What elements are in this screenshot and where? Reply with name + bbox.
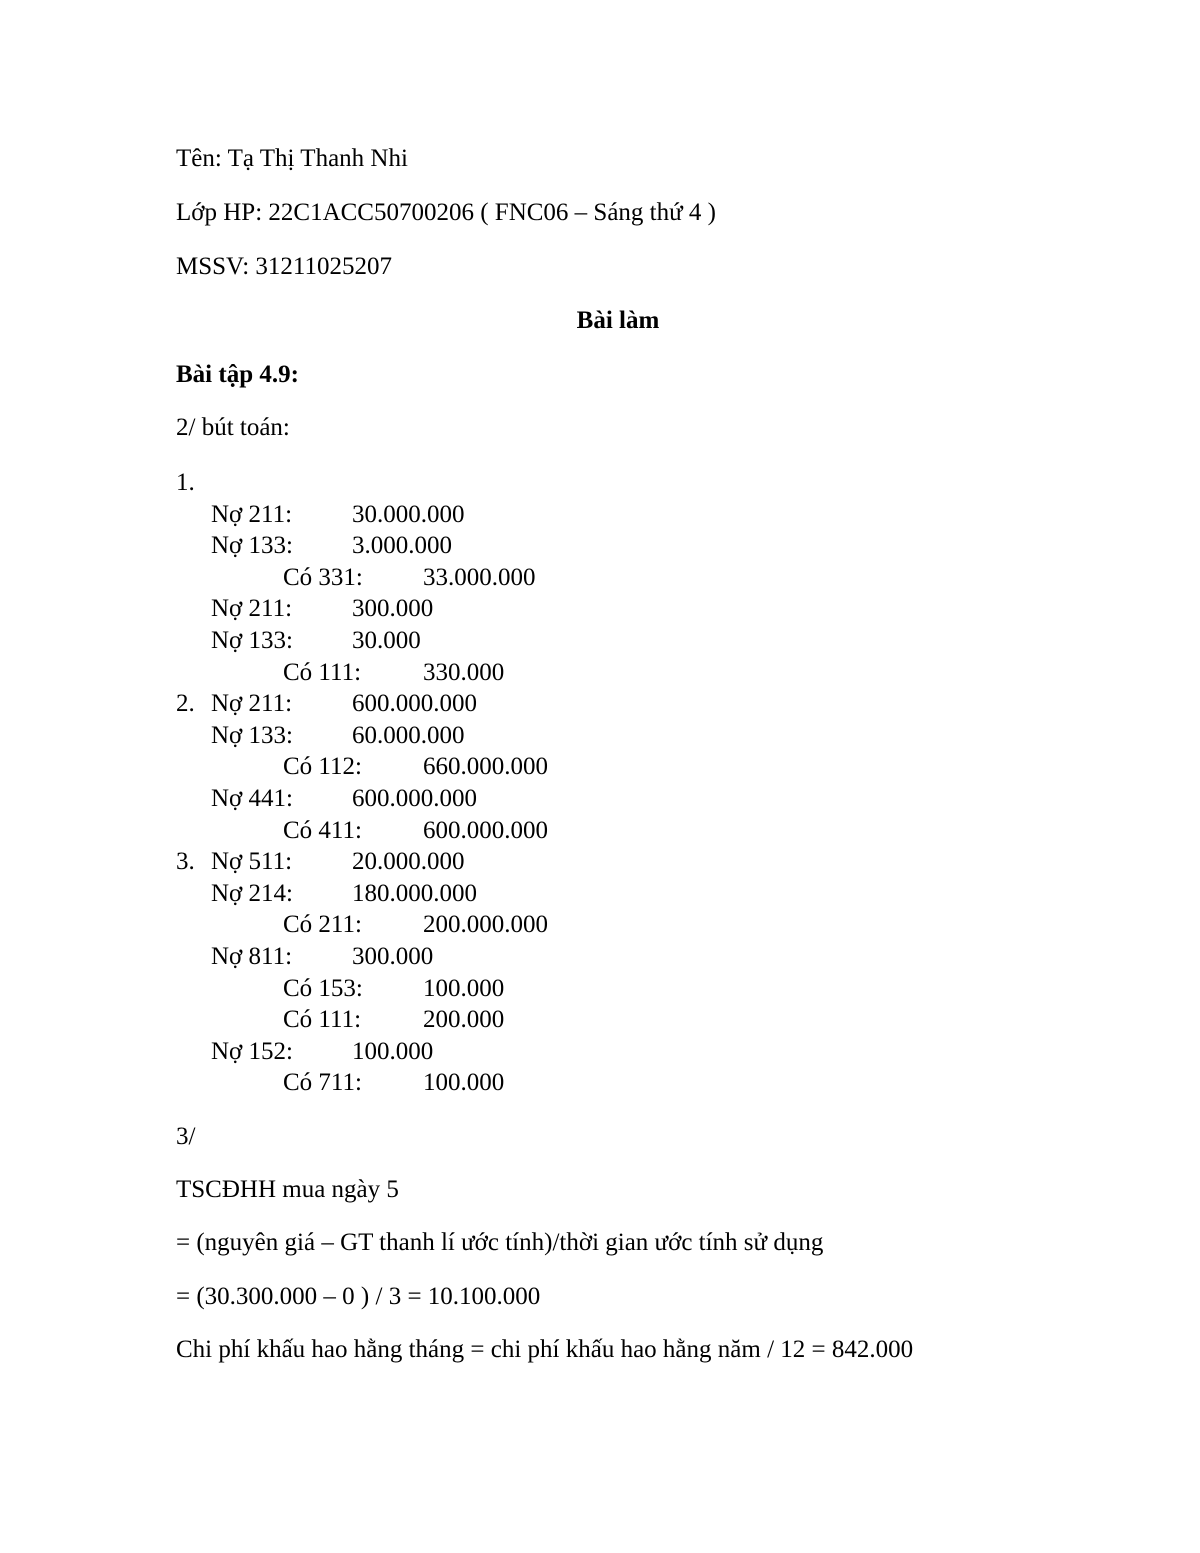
debit-account: Nợ 811: — [211, 943, 293, 970]
journal-entry-row — [0, 470, 1200, 498]
journal-entry-row — [0, 976, 1200, 1004]
debit-account: Nợ 441: — [211, 785, 293, 812]
entry-amount: 60.000.000 — [352, 722, 465, 749]
credit-account: Có 711: — [283, 1069, 362, 1096]
part3-line-2: = (nguyên giá – GT thanh lí ước tính)/thời gian ước tính sử dụng — [176, 1229, 824, 1256]
debit-account: Nợ 211: — [211, 501, 293, 528]
entry-number: 2. — [176, 690, 195, 717]
entry-amount: 100.000 — [423, 1069, 505, 1096]
entry-amount: 3.000.000 — [352, 532, 452, 559]
journal-entry-row — [0, 691, 1200, 719]
entry-amount: 30.000.000 — [352, 501, 465, 528]
class-info: Lớp HP: 22C1ACC50700206 ( FNC06 – Sáng thứ 4 ) — [176, 199, 717, 226]
journal-entry-row — [0, 1070, 1200, 1098]
entry-amount: 30.000 — [352, 627, 421, 654]
entry-amount: 300.000 — [352, 595, 434, 622]
debit-account: Nợ 152: — [211, 1038, 293, 1065]
entry-number: 1. — [176, 469, 195, 496]
entry-amount: 660.000.000 — [423, 753, 548, 780]
journal-entry-row — [0, 754, 1200, 782]
journal-entry-row — [0, 849, 1200, 877]
entry-amount: 100.000 — [352, 1038, 434, 1065]
credit-account: Có 111: — [283, 1006, 362, 1033]
entry-amount: 600.000.000 — [423, 817, 548, 844]
journal-entry-row — [0, 912, 1200, 940]
journal-entry-row — [0, 565, 1200, 593]
part3-line-1: TSCĐHH mua ngày 5 — [176, 1176, 399, 1203]
debit-account: Nợ 214: — [211, 880, 293, 907]
entry-amount: 200.000 — [423, 1006, 505, 1033]
part3-line-4: Chi phí khấu hao hằng tháng = chi phí khấu hao hằng năm / 12 = 842.000 — [176, 1336, 914, 1363]
journal-entry-row — [0, 660, 1200, 688]
part3-line-3: = (30.300.000 – 0 ) / 3 = 10.100.000 — [176, 1283, 541, 1310]
journal-entry-row — [0, 596, 1200, 624]
debit-account: Nợ 133: — [211, 532, 293, 559]
credit-account: Có 411: — [283, 817, 362, 844]
credit-account: Có 153: — [283, 975, 363, 1002]
entry-amount: 100.000 — [423, 975, 505, 1002]
part3-heading: 3/ — [176, 1123, 196, 1150]
entry-amount: 300.000 — [352, 943, 434, 970]
debit-account: Nợ 511: — [211, 848, 293, 875]
entry-amount: 180.000.000 — [352, 880, 477, 907]
entry-number: 3. — [176, 848, 195, 875]
entry-amount: 20.000.000 — [352, 848, 465, 875]
journal-entry-row — [0, 1007, 1200, 1035]
journal-entry-row — [0, 533, 1200, 561]
page-title: Bài làm — [576, 307, 660, 334]
journal-entry-row — [0, 502, 1200, 530]
credit-account: Có 211: — [283, 911, 362, 938]
credit-account: Có 112: — [283, 753, 362, 780]
credit-account: Có 331: — [283, 564, 363, 591]
journal-entry-row — [0, 723, 1200, 751]
entry-amount: 600.000.000 — [352, 785, 477, 812]
journal-entry-row — [0, 628, 1200, 656]
journal-entry-row — [0, 818, 1200, 846]
student-id: MSSV: 31211025207 — [176, 253, 393, 280]
entry-amount: 600.000.000 — [352, 690, 477, 717]
debit-account: Nợ 133: — [211, 722, 293, 749]
part2-heading: 2/ bút toán: — [176, 414, 290, 441]
journal-entry-row — [0, 944, 1200, 972]
exercise-heading: Bài tập 4.9: — [176, 361, 299, 388]
journal-entry-row — [0, 881, 1200, 909]
entry-amount: 330.000 — [423, 659, 505, 686]
debit-account: Nợ 133: — [211, 627, 293, 654]
entry-amount: 33.000.000 — [423, 564, 536, 591]
debit-account: Nợ 211: — [211, 595, 293, 622]
journal-entry-row — [0, 786, 1200, 814]
debit-account: Nợ 211: — [211, 690, 293, 717]
credit-account: Có 111: — [283, 659, 362, 686]
entry-amount: 200.000.000 — [423, 911, 548, 938]
journal-entry-row — [0, 1039, 1200, 1067]
student-name: Tên: Tạ Thị Thanh Nhi — [176, 145, 408, 172]
